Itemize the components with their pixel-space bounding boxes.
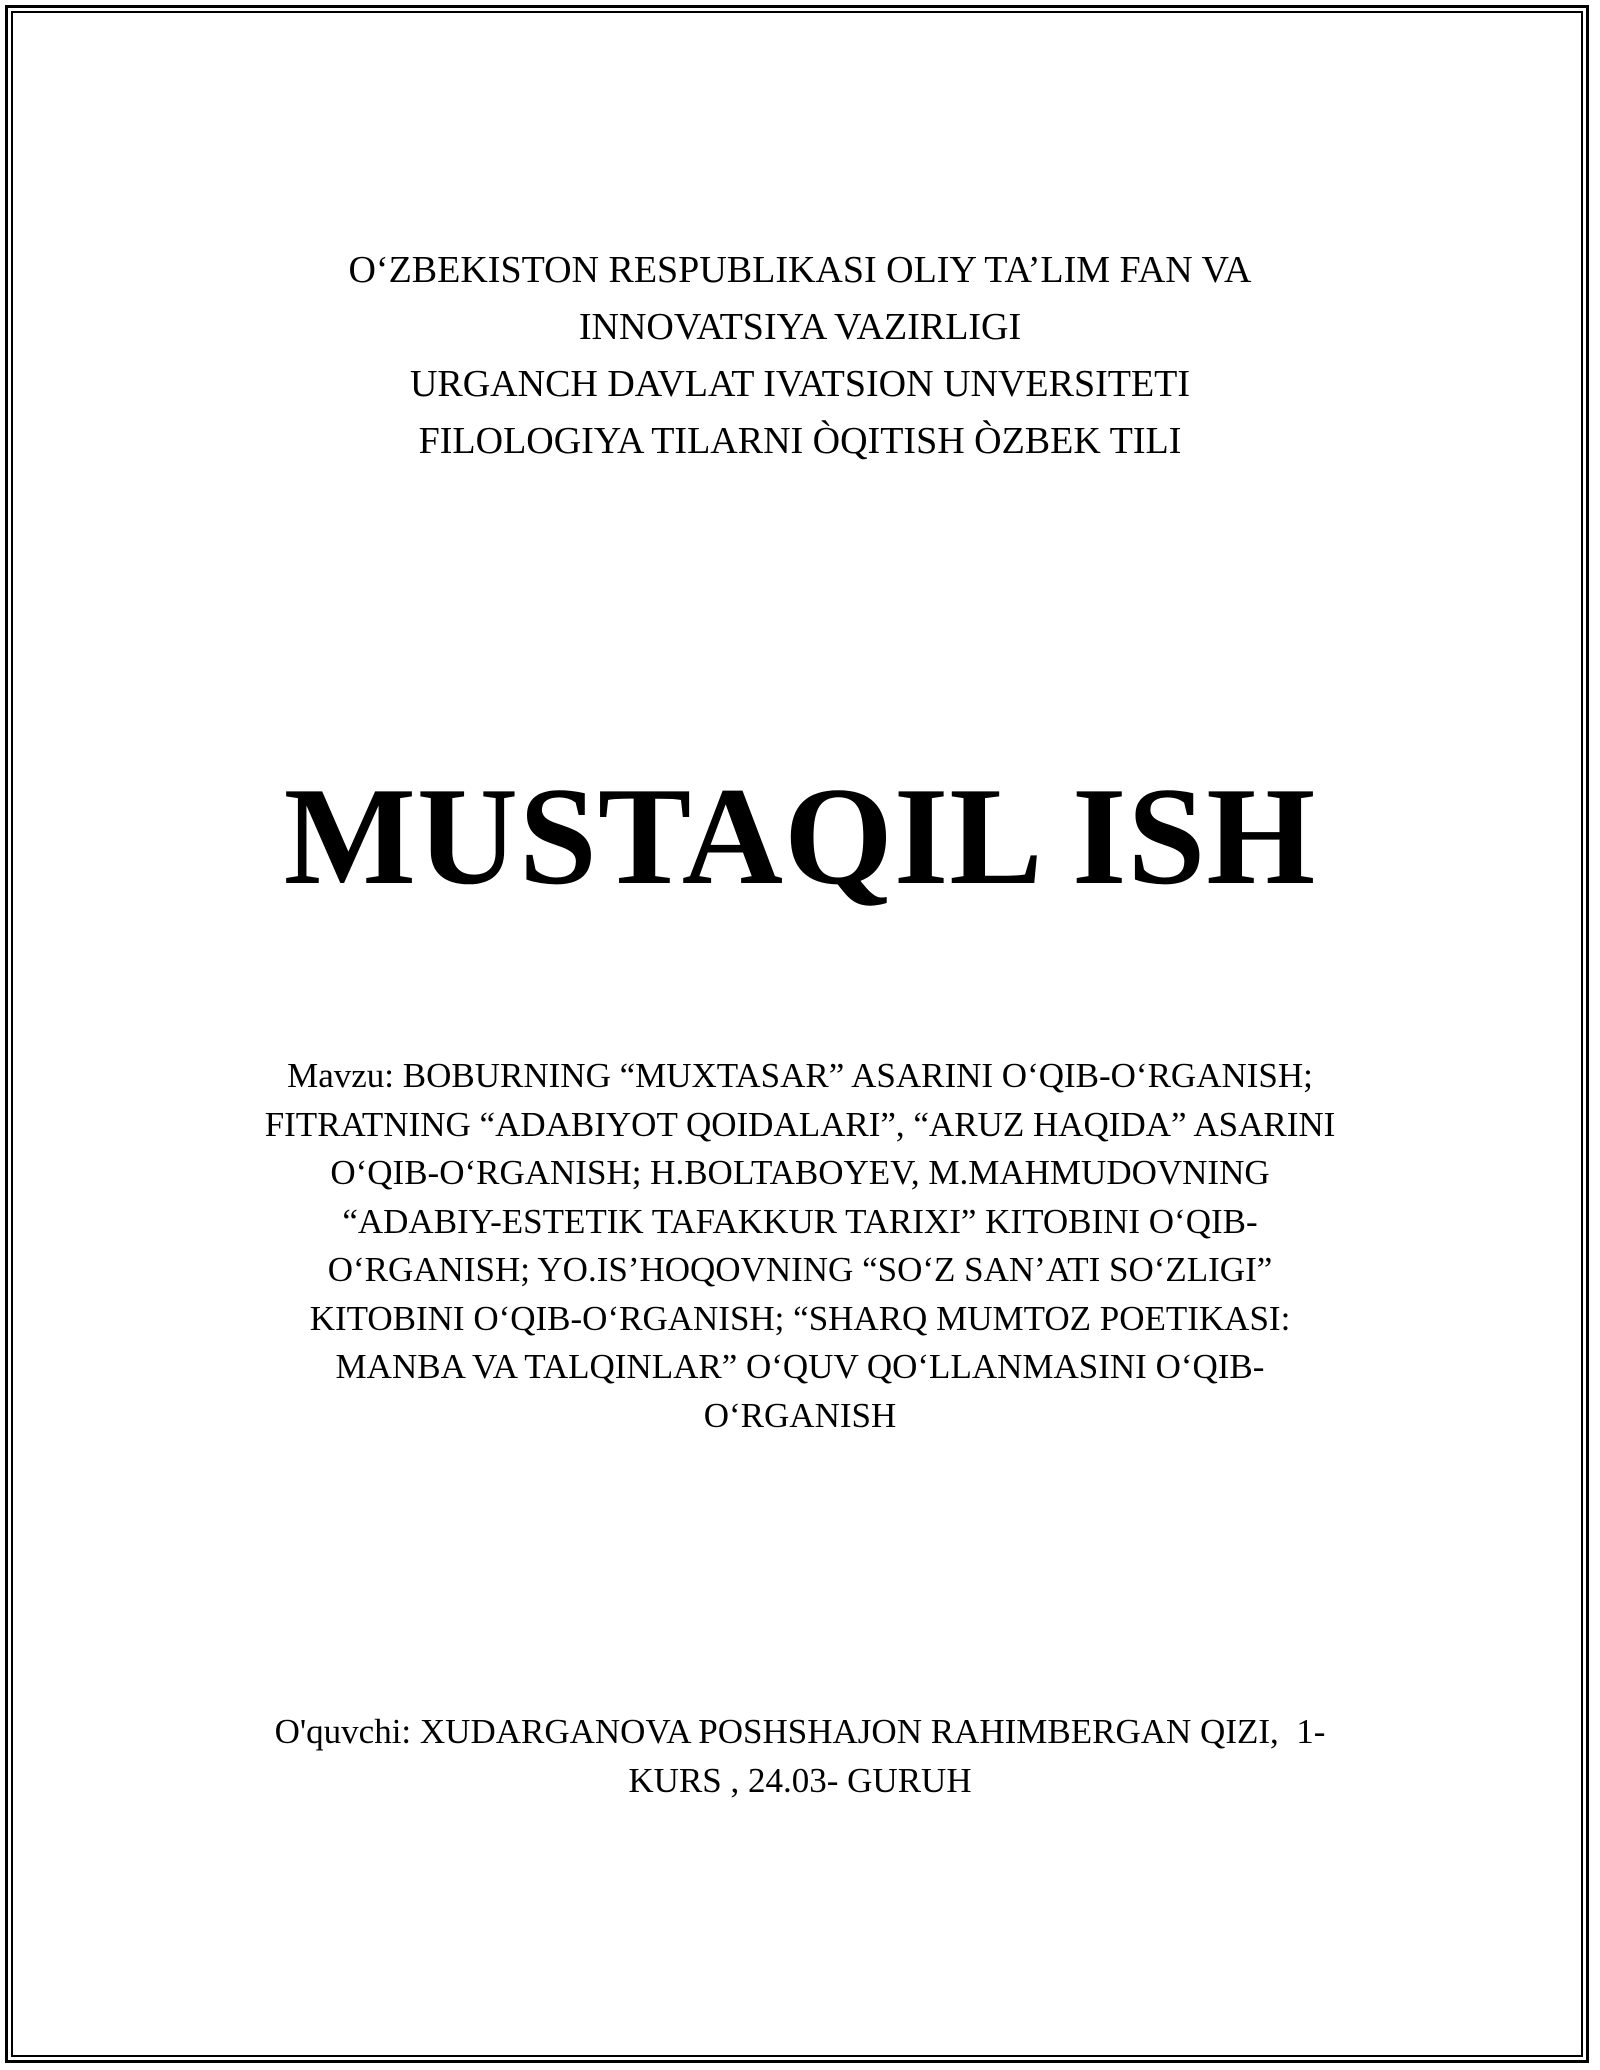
document-title: MUSTAQIL ISH: [283, 759, 1317, 914]
topic-line: KITOBINI O‘QIB-O‘RGANISH; “SHARQ MUMTOZ POETIKASI:: [309, 1298, 1291, 1338]
header-line-ministry-cont: INNOVATSIYA VAZIRLIGI: [578, 306, 1022, 348]
topic-line: MANBA VA TALQINLAR” O‘QUV QO‘LLANMASINI O‘QIB-: [335, 1347, 1265, 1386]
topic-line: Mavzu: BOBURNING “MUXTASAR” ASARINI O‘QIB-O‘RGANISH;: [287, 1056, 1313, 1095]
topic-line: O‘RGANISH; YO.IS’HOQOVNING “SO‘Z SAN’ATI SO‘ZLIGI”: [327, 1250, 1273, 1289]
header-line-university: URGANCH DAVLAT IVATSION UNVERSITETI: [409, 363, 1191, 405]
header-line-faculty: FILOLOGIYA TILARNI ÒQITISH ÒZBEK TILI: [418, 420, 1182, 462]
topic-line: O‘QIB-O‘RGANISH; H.BOLTABOYEV, M.MAHMUDOVNING: [330, 1153, 1270, 1192]
student-name-line: O'quvchi: XUDARGANOVA POSHSHAJON RAHIMBERGAN QIZI, 1-: [274, 1712, 1326, 1751]
topic-line: FITRATNING “ADABIYOT QOIDALARI”, “ARUZ HAQIDA” ASARINI: [264, 1104, 1336, 1144]
topic-line: “ADABIY-ESTETIK TAFAKKUR TARIXI” KITOBINI O‘QIB-: [342, 1201, 1258, 1241]
topic-block: [0, 1052, 1600, 1440]
student-info: [0, 1707, 1600, 1805]
ministry-header: [0, 242, 1600, 470]
topic-line: O‘RGANISH: [703, 1395, 897, 1435]
header-line-ministry: O‘ZBEKISTON RESPUBLIKASI OLIY TA’LIM FAN VA: [348, 249, 1252, 291]
student-group-line: KURS , 24.03- GURUH: [628, 1761, 972, 1800]
